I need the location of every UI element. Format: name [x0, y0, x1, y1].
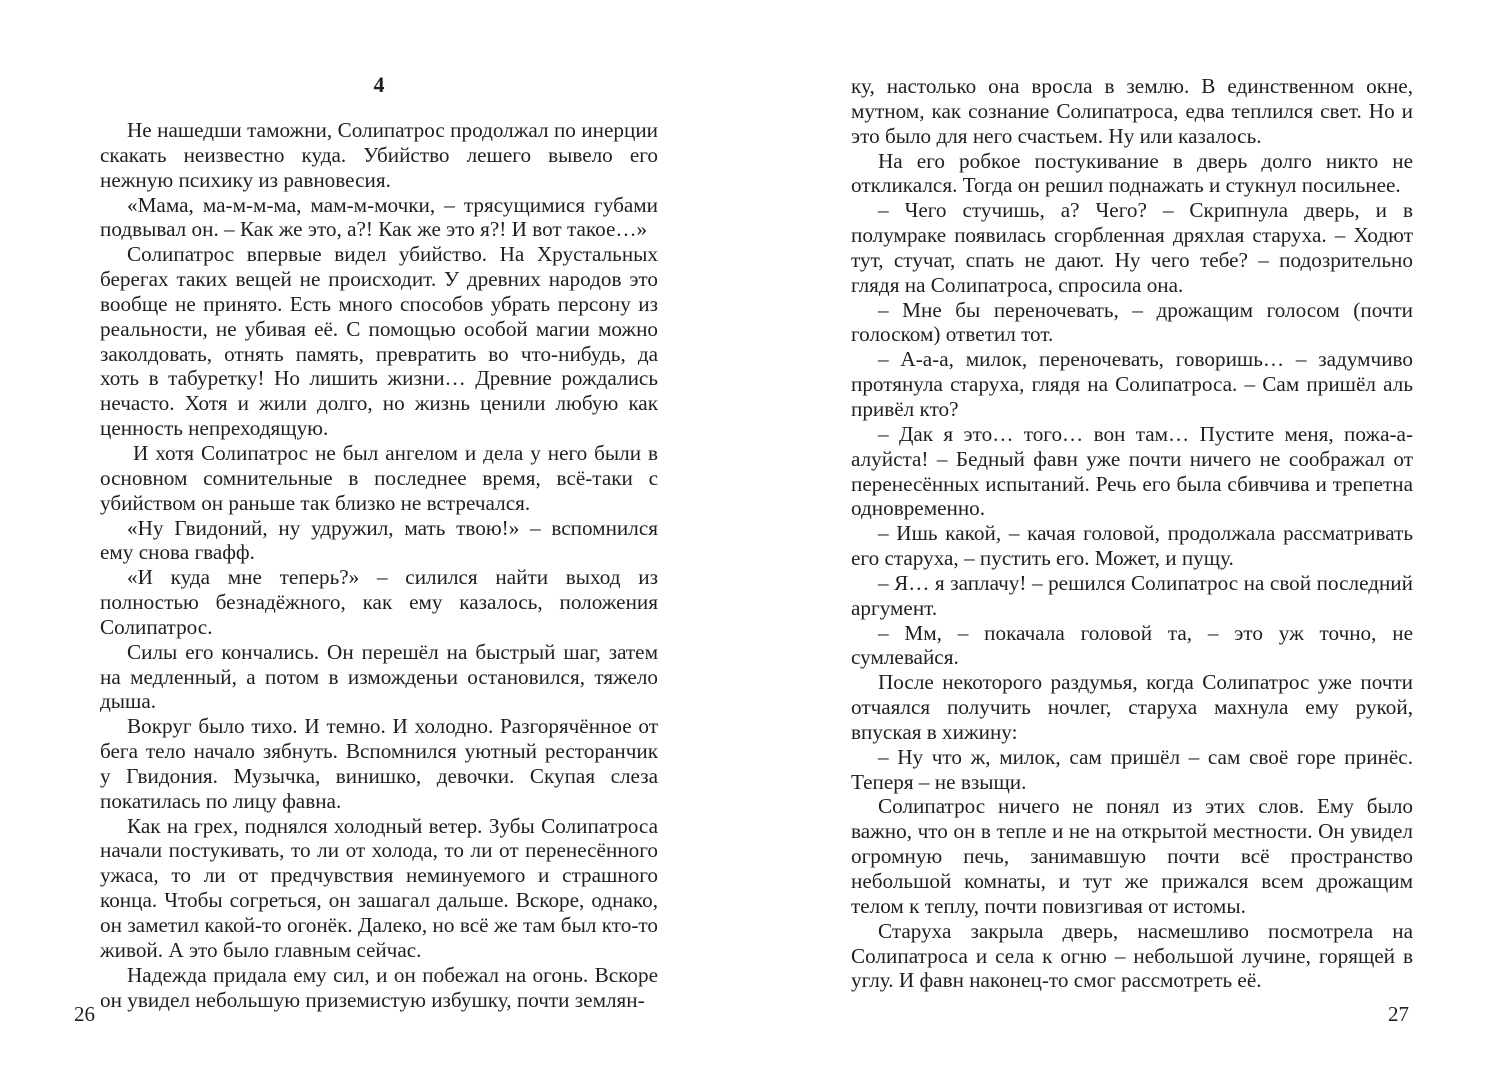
- paragraph: «И куда мне теперь?» – силился найти выход из полностью безнадёжного, как ему казалось, положения Солипатрос.: [100, 565, 658, 639]
- paragraph: – Чего стучишь, а? Чего? – Скрипнула дверь, и в полумраке появилась сгорбленная дряхлая старуха. – Ходют тут, стучат, спать не дают. Ну чего тебе? – подозрительно глядя на Солипатроса, спросила она.: [851, 198, 1413, 297]
- right-page: [745, 0, 1490, 1080]
- paragraph: – Мне бы переночевать, – дрожащим голосом (почти голоском) ответил тот.: [851, 297, 1413, 347]
- paragraph: – Ну что ж, милок, сам пришёл – сам своё горе принёс. Теперя – не взыщи.: [851, 744, 1413, 794]
- chapter-heading: 4: [373, 72, 385, 97]
- right-page-text: [851, 74, 1413, 993]
- paragraph: «Ну Гвидоний, ну удружил, мать твою!» – вспомнился ему снова гвафф.: [100, 515, 658, 565]
- paragraph: На его робкое постукивание в дверь долго никто не откликался. Тогда он решил поднажать и стукнул посильнее.: [851, 148, 1413, 198]
- paragraph: Солипатрос впервые видел убийство. На Хрустальных берегах таких вещей не происходит. У древних народов это вообще не принято. Есть много способов убрать персону из реальности, не убивая её. С помощью особой магии можно заколдовать, отнять память, превратить во что-нибудь, да хоть в табуретку! Но лишить жизни… Древние рождались нечасто. Хотя и жили долго, но жизнь ценили любую как ценность непреходящую.: [100, 242, 658, 441]
- paragraph: После некоторого раздумья, когда Солипатрос уже почти отчаялся получить ночлег, старуха махнула ему рукой, впуская в хижину:: [851, 670, 1413, 744]
- paragraph: Надежда придала ему сил, и он побежал на огонь. Вскоре он увидел небольшую приземистую избушку, почти землян-: [100, 962, 658, 1012]
- page-number-right: 27: [1388, 1002, 1409, 1026]
- paragraph: – Мм, – покачала головой та, – это уж точно, не сумлевайся.: [851, 620, 1413, 670]
- paragraph: «Мама, ма-м-м-ма, мам-м-мочки, – трясущимися губами подвывал он. – Как же это, а?! Как же это я?! И вот такое…»: [100, 192, 658, 242]
- paragraph: Вокруг было тихо. И темно. И холодно. Разгорячённое от бега тело начало зябнуть. Вспомнился уютный ресторанчик у Гвидония. Музычка, винишко, девочки. Скупая слеза покатилась по лицу фавна.: [100, 714, 658, 813]
- paragraph: Старуха закрыла дверь, насмешливо посмотрела на Солипатроса и села к огню – небольшой лучине, горящей в углу. И фавн наконец-то смог рассмотреть её.: [851, 918, 1413, 993]
- paragraph: Не нашедши таможни, Солипатрос продолжал по инерции скакать неизвестно куда. Убийство лешего вывело его нежную психику из равновесия.: [100, 118, 658, 192]
- page-number-left: 26: [74, 1002, 95, 1026]
- paragraph: – Ишь какой, – качая головой, продолжала рассматривать его старуха, – пустить его. Может, и пущу.: [851, 521, 1413, 571]
- paragraph: Солипатрос ничего не понял из этих слов. Ему было важно, что он в тепле и не на открытой местности. Он увидел огромную печь, занимавшую почти всё пространство небольшой комнаты, и тут же прижался всем дрожащим телом к теплу, почти повизгивая от истомы.: [851, 794, 1413, 918]
- paragraph: – Дак я это… того… вон там… Пустите меня, пожа-а-алуйста! – Бедный фавн уже почти ничего не соображал от перенесённых испытаний. Речь его была сбивчива и трепетна одновременно.: [851, 421, 1413, 521]
- paragraph: – А-а-а, милок, переночевать, говоришь… – задумчиво протянула старуха, глядя на Солипатроса. – Сам пришёл аль привёл кто?: [851, 347, 1413, 421]
- left-page-text: [100, 118, 658, 1012]
- paragraph: ку, настолько она вросла в землю. В единственном окне, мутном, как сознание Солипатроса, едва теплился свет. Но и это было для него счастьем. Ну или казалось.: [851, 74, 1413, 148]
- paragraph: Силы его кончались. Он перешёл на быстрый шаг, затем на медленный, а потом в изможденьи остановился, тяжело дыша.: [100, 639, 658, 714]
- paragraph: – Я… я заплачу! – решился Солипатрос на свой последний аргумент.: [851, 570, 1413, 620]
- paragraph: И хотя Солипатрос не был ангелом и дела у него были в основном сомнительные в последнее время, всё-таки с убийством он раньше так близко не встречался.: [100, 440, 658, 515]
- paragraph: Как на грех, поднялся холодный ветер. Зубы Солипатроса начали постукивать, то ли от холода, то ли от перенесённого ужаса, то ли от предчувствия неминуемого и страшного конца. Чтобы согреться, он зашагал дальше. Вскоре, однако, он заметил какой-то огонёк. Далеко, но всё же там был кто-то живой. А это было главным сейчас.: [100, 813, 658, 962]
